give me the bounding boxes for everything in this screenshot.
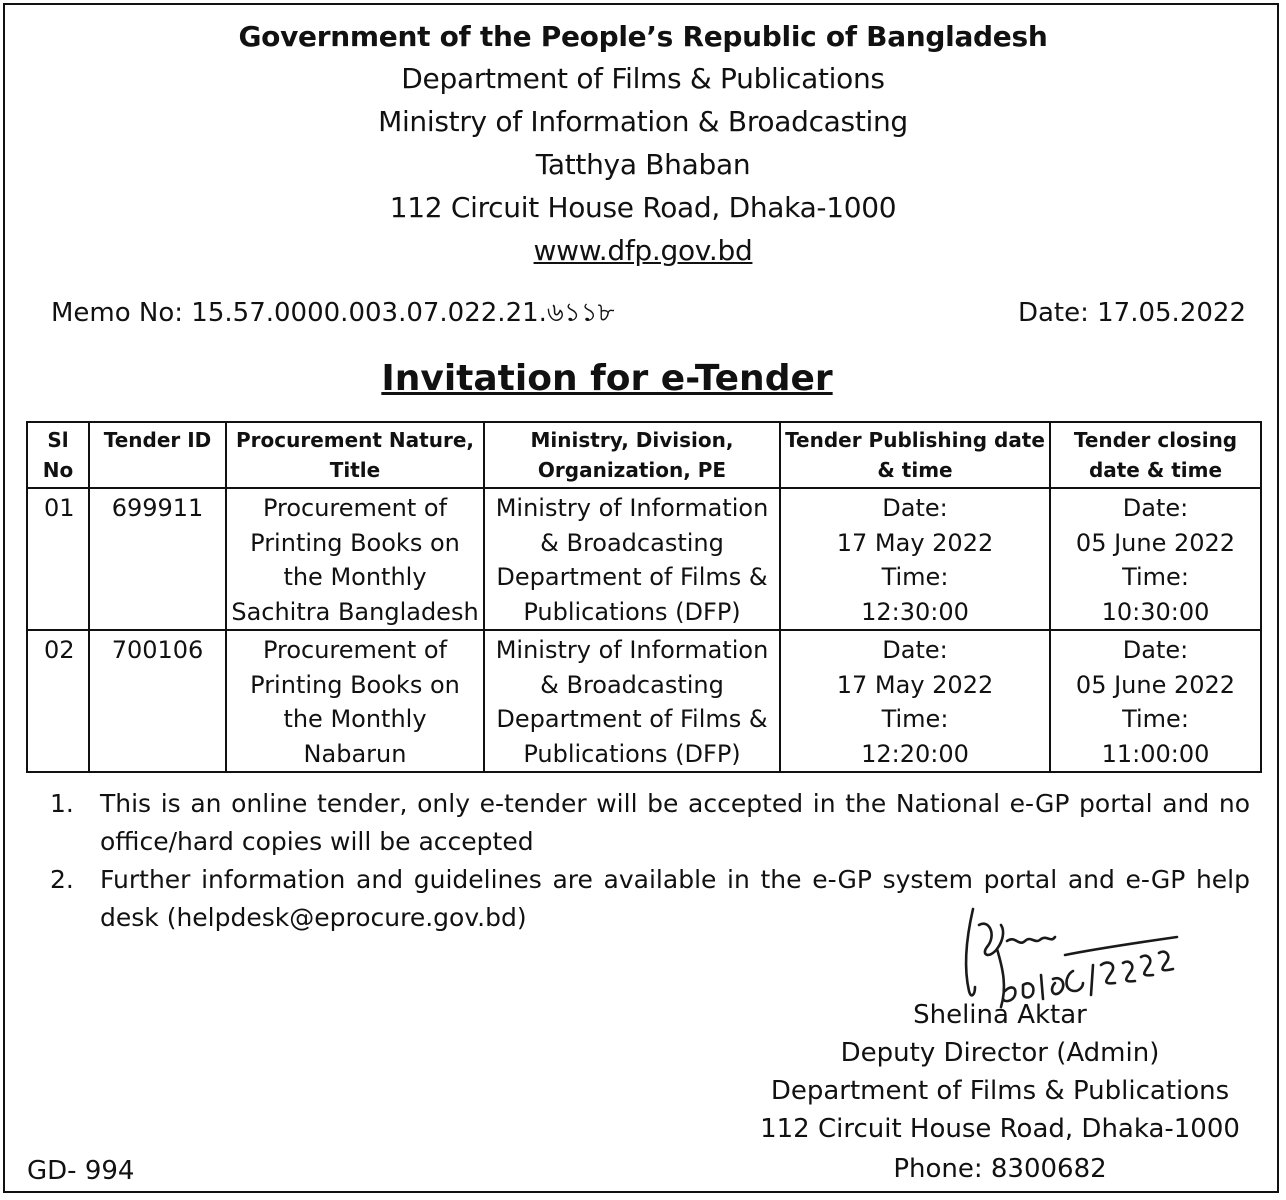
footer-code: GD- 994	[27, 1156, 135, 1186]
cell-line: Publications (DFP)	[523, 739, 741, 768]
list-item	[50, 785, 1250, 861]
cell-line: 12:20:00	[861, 739, 969, 768]
cell-line: 17 May 2022	[836, 670, 994, 699]
cell-title	[226, 630, 484, 772]
cell-ministry	[484, 630, 780, 772]
page-title: Invitation for e-Tender	[381, 358, 833, 399]
header-line: Organization, PE	[537, 458, 727, 482]
note-text: Further information and guidelines are available in the e-GP system portal and e-GP help desk (helpdesk@eprocure.gov.bd)	[100, 865, 1250, 932]
cell-line: 05 June 2022	[1075, 670, 1236, 699]
memo-date: Date: 17.05.2022	[1017, 298, 1246, 328]
cell-line: Department of Films &	[496, 705, 768, 733]
header-line: Title	[329, 458, 381, 482]
cell-line: Procurement of	[262, 636, 448, 664]
header-line: Sl	[47, 428, 69, 452]
header-sl-no	[27, 422, 89, 488]
cell-line: the Monthly	[283, 563, 427, 591]
header-closing	[1050, 422, 1261, 488]
header-line: Ministry, Division,	[530, 428, 734, 452]
cell-closing	[1050, 630, 1261, 772]
website-link[interactable]: www.dfp.gov.bd	[533, 234, 753, 267]
cell-line: 17 May 2022	[836, 528, 994, 557]
signer-phone: Phone: 8300682	[893, 1154, 1107, 1184]
cell-line: Date:	[1122, 636, 1189, 664]
cell-line: Procurement of	[262, 494, 448, 522]
address-heading: 112 Circuit House Road, Dhaka-1000	[389, 191, 897, 224]
cell-line: & Broadcasting	[540, 670, 724, 699]
cell-sl: 01	[27, 488, 89, 630]
signer-department: Department of Films & Publications	[770, 1076, 1230, 1106]
header-procurement	[226, 422, 484, 488]
cell-line: 11:00:00	[1101, 739, 1210, 768]
building-heading: Tatthya Bhaban	[535, 148, 751, 181]
cell-line: Publications (DFP)	[523, 597, 741, 626]
cell-tender-id: 699911	[89, 488, 226, 630]
cell-publishing	[780, 488, 1050, 630]
cell-line: Nabarun	[303, 739, 407, 768]
cell-line: Sachitra Bangladesh	[231, 597, 479, 626]
cell-sl: 02	[27, 630, 89, 772]
memo-number: Memo No: 15.57.0000.003.07.022.21.৬১১৮	[51, 298, 615, 328]
cell-line: Ministry of Information	[495, 494, 769, 522]
signer-name: Shelina Aktar	[913, 1000, 1087, 1030]
cell-line: 05 June 2022	[1075, 528, 1236, 557]
cell-line: Time:	[881, 705, 949, 733]
tender-table	[26, 421, 1262, 773]
cell-publishing	[780, 630, 1050, 772]
table-row	[27, 488, 1261, 630]
cell-line: Time:	[1122, 563, 1189, 591]
cell-line: Printing Books on	[250, 528, 460, 557]
cell-line: Date:	[882, 494, 948, 522]
government-heading: Government of the People’s Republic of Bangladesh	[238, 20, 1048, 53]
cell-title	[226, 488, 484, 630]
cell-line: Time:	[881, 563, 949, 591]
header-tender-id	[89, 422, 226, 488]
header-publishing	[780, 422, 1050, 488]
note-number: 1.	[50, 789, 74, 818]
signer-address: 112 Circuit House Road, Dhaka-1000	[760, 1114, 1240, 1144]
cell-line: 10:30:00	[1101, 597, 1210, 626]
header-line: Tender closing	[1073, 428, 1238, 452]
header-line: & time	[877, 458, 953, 482]
note-text: This is an online tender, only e-tender will be accepted in the National e-GP portal and no office/hard copies will be accepted	[100, 789, 1250, 856]
cell-line: the Monthly	[283, 705, 427, 733]
cell-line: & Broadcasting	[540, 528, 724, 557]
cell-line: Time:	[1122, 705, 1189, 733]
header-line: Procurement Nature,	[235, 428, 474, 452]
cell-line: Printing Books on	[250, 670, 460, 699]
department-heading: Department of Films & Publications	[401, 62, 885, 95]
header-line: No	[42, 458, 74, 482]
header-ministry	[484, 422, 780, 488]
table-header-row	[27, 422, 1261, 488]
header-line: date & time	[1088, 458, 1223, 482]
cell-tender-id: 700106	[89, 630, 226, 772]
note-number: 2.	[50, 865, 74, 894]
cell-line: Department of Films &	[496, 563, 768, 591]
cell-line: 12:30:00	[861, 597, 969, 626]
header-line: Tender Publishing date	[785, 428, 1045, 452]
signer-designation: Deputy Director (Admin)	[840, 1038, 1160, 1068]
cell-line: Date:	[882, 636, 948, 664]
cell-line: Ministry of Information	[495, 636, 769, 664]
cell-line: Date:	[1122, 494, 1189, 522]
cell-ministry	[484, 488, 780, 630]
table-row	[27, 630, 1261, 772]
cell-closing	[1050, 488, 1261, 630]
ministry-heading: Ministry of Information & Broadcasting	[378, 105, 908, 138]
header-line: Tender ID	[103, 428, 212, 452]
